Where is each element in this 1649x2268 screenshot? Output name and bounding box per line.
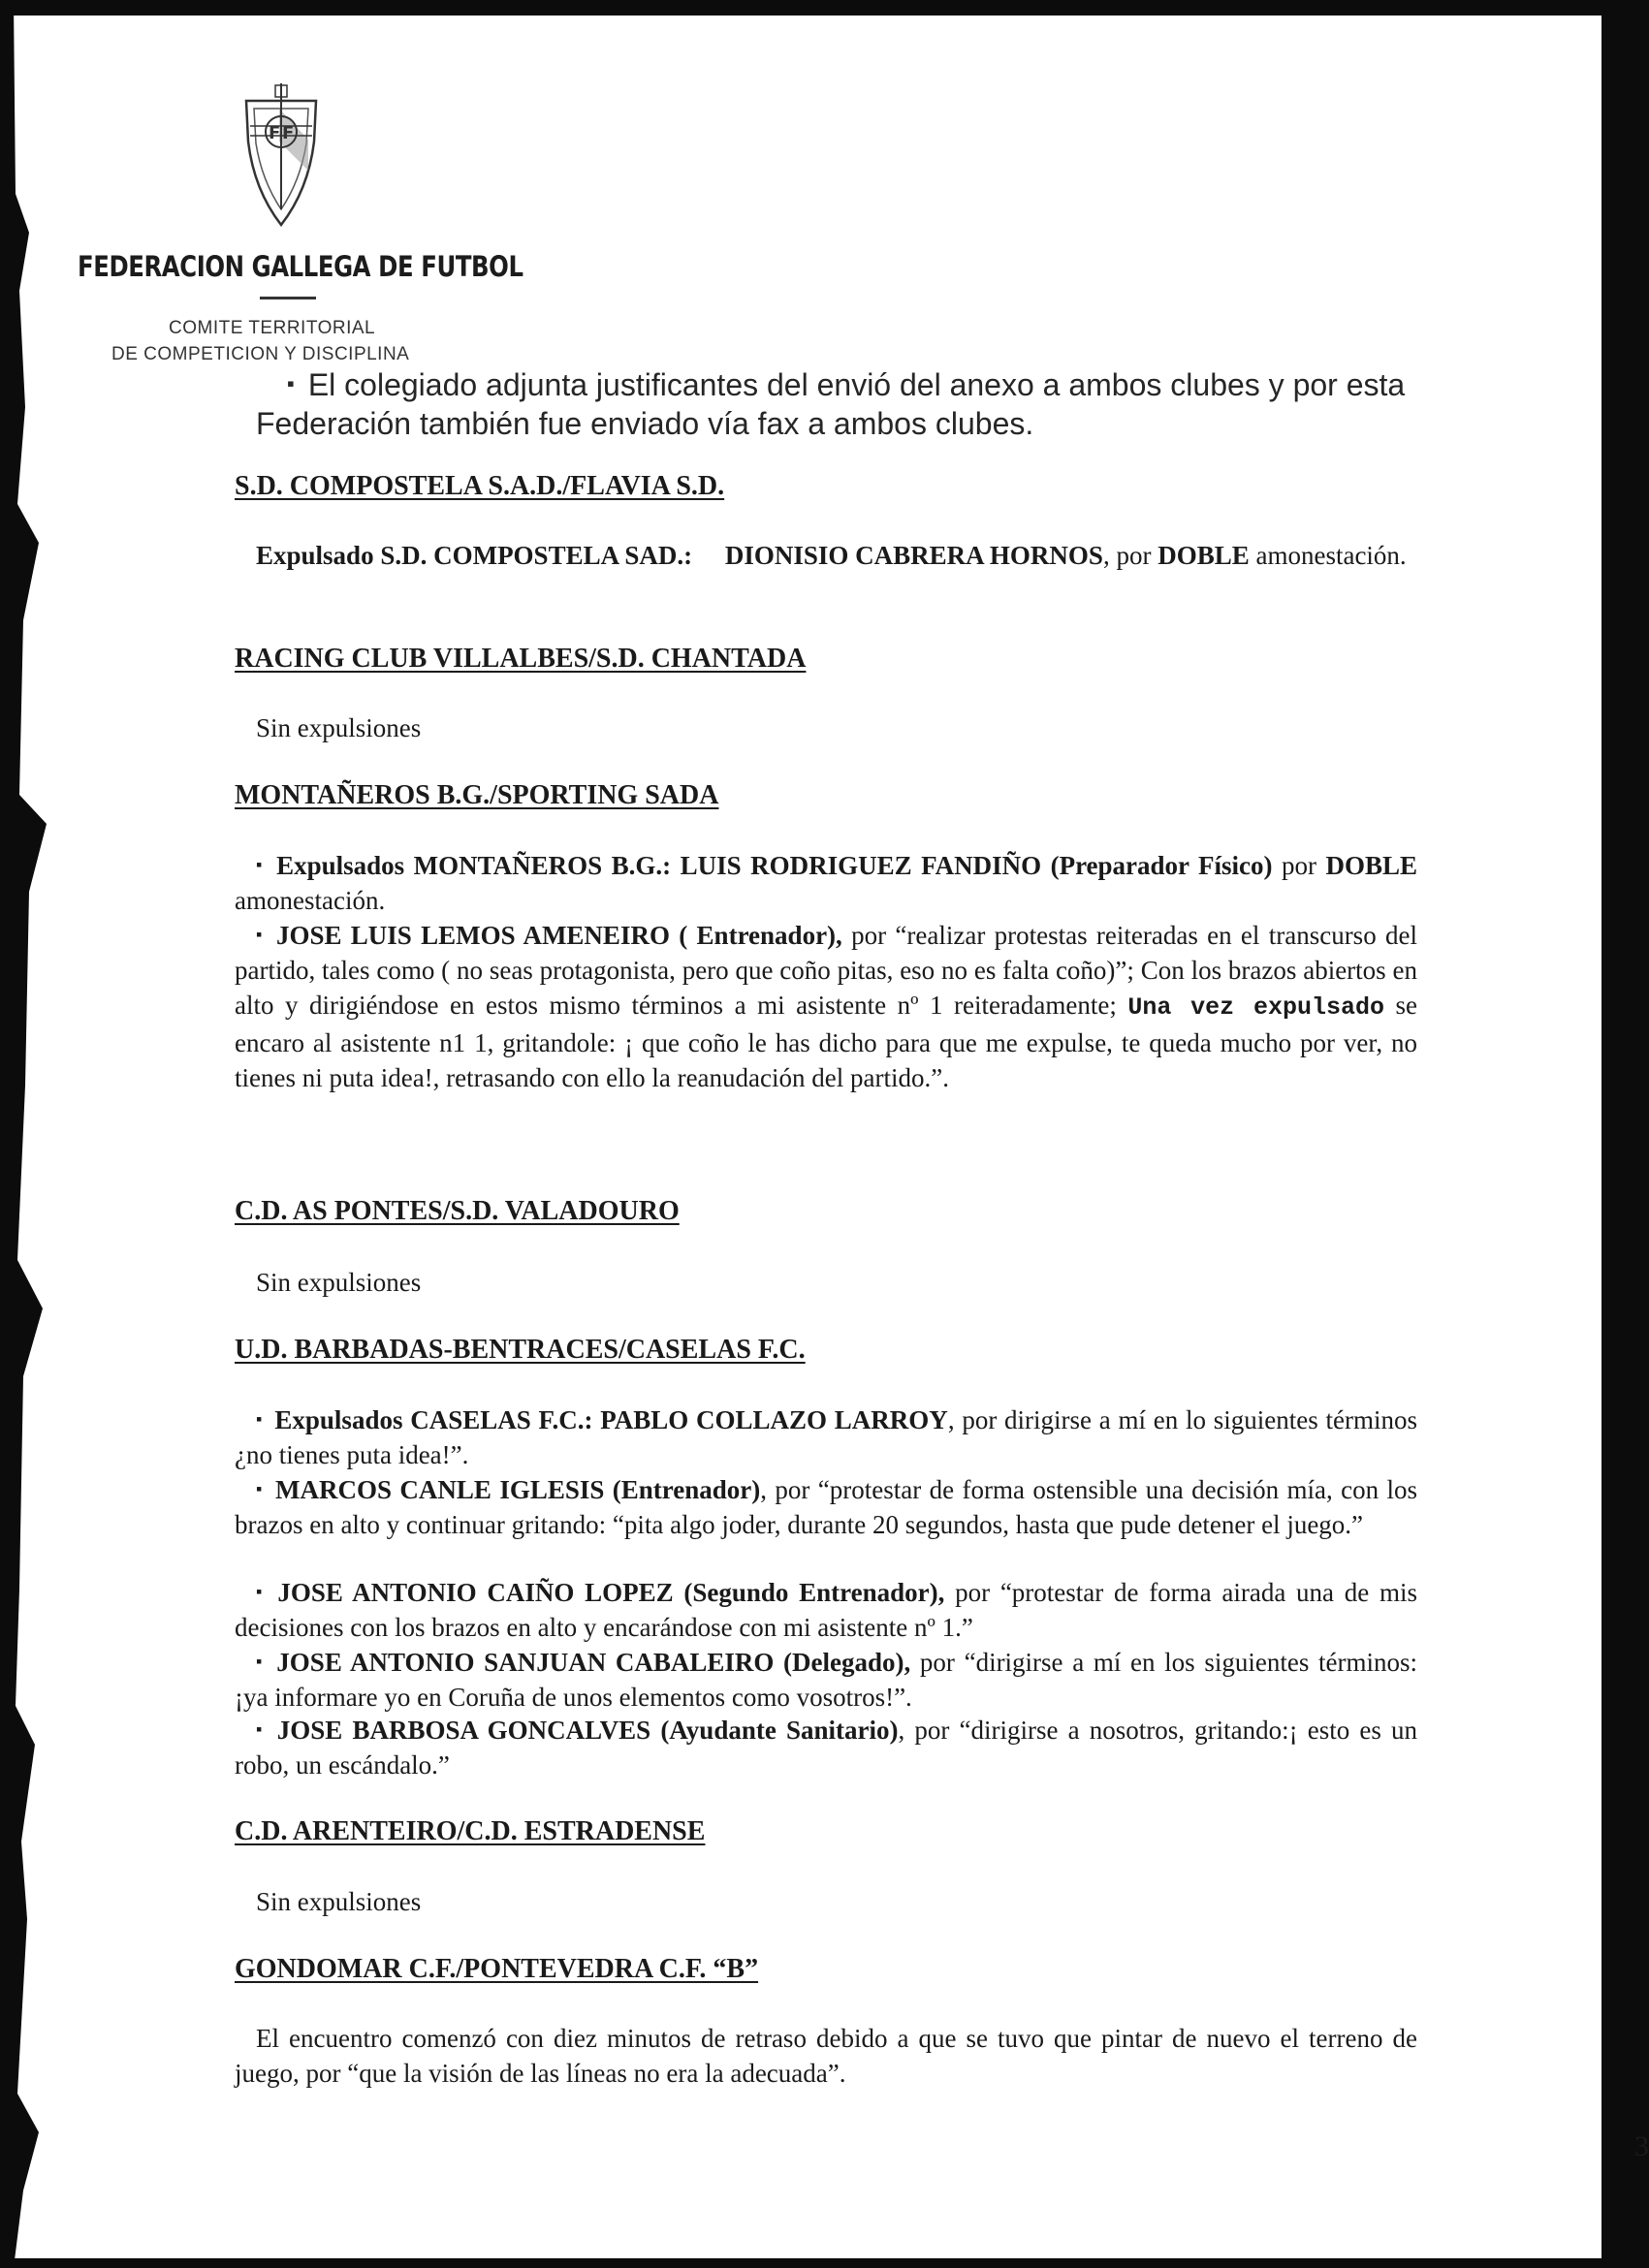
list-item bbox=[235, 1471, 1417, 1542]
list-item bbox=[235, 1644, 1417, 1715]
monospace-text: Una vez expulsado bbox=[1127, 993, 1384, 1022]
plain-text: amonestación. bbox=[1249, 541, 1407, 570]
svg-text:F: F bbox=[269, 123, 281, 143]
section-title: C.D. ARENTEIRO/C.D. ESTRADENSE bbox=[235, 1816, 706, 1846]
committee-line-1: COMITE TERRITORIAL bbox=[169, 318, 376, 338]
section-paragraph: Sin expulsiones bbox=[256, 713, 422, 742]
section-paragraph: El encuentro comenzó con diez minutos de retraso debido a que se tuvo que pintar de nuevo el terreno de juego, por “que la visión de las líneas no era la adecuada”. bbox=[235, 2024, 1417, 2088]
intro-text: El colegiado adjunta justificantes del envió del anexo a ambos clubes y por esta Federación también fue enviado vía fax a ambos clubes. bbox=[256, 367, 1406, 441]
federation-name: FEDERACION GALLEGA DE FUTBOL bbox=[78, 250, 523, 283]
intro-paragraph bbox=[256, 364, 1429, 443]
committee-line-2: DE COMPETICION Y DISCIPLINA bbox=[111, 344, 410, 364]
section-title: U.D. BARBADAS-BENTRACES/CASELAS F.C. bbox=[235, 1335, 806, 1365]
section-paragraph: Sin expulsiones bbox=[256, 1887, 422, 1916]
section-paragraph bbox=[235, 538, 1417, 573]
list-item bbox=[235, 1712, 1417, 1782]
bold-text: JOSE LUIS LEMOS AMENEIRO ( Entrenador), bbox=[275, 921, 842, 950]
plain-text: , por dirigirse a mí en lo siguientes términos ¿no tienes puta idea!”. bbox=[235, 1405, 1417, 1469]
section-title: MONTAÑEROS B.G./SPORTING SADA bbox=[235, 780, 719, 810]
list-item bbox=[235, 1574, 1417, 1645]
plain-text: por “dirigirse a mí en los siguientes términos: ¡ya informare yo en Coruña de unos elementos como vosotros!”. bbox=[235, 1648, 1417, 1712]
plain-text: , por bbox=[1102, 541, 1158, 570]
bold-text: JOSE ANTONIO CAIÑO LOPEZ (Segundo Entrenador), bbox=[277, 1578, 945, 1607]
section-title: C.D. AS PONTES/S.D. VALADOURO bbox=[235, 1196, 680, 1226]
list-item bbox=[235, 847, 1417, 918]
bold-text: Expulsados MONTAÑEROS B.G.: LUIS RODRIGUEZ FANDIÑO (Preparador Físico) bbox=[276, 851, 1273, 880]
svg-text:F: F bbox=[282, 123, 295, 143]
bold-text: MARCOS CANLE IGLESIS (Entrenador) bbox=[275, 1475, 761, 1504]
list-item bbox=[235, 1402, 1417, 1472]
bold-text: JOSE BARBOSA GONCALVES (Ayudante Sanitario) bbox=[276, 1716, 899, 1745]
plain-text: por bbox=[1272, 851, 1326, 880]
section-paragraph: Sin expulsiones bbox=[256, 1268, 422, 1297]
bold-text: Expulsado S.D. COMPOSTELA SAD.: bbox=[256, 541, 693, 570]
bold-text: DIONISIO CABRERA HORNOS bbox=[724, 541, 1103, 570]
bold-text: Expulsados CASELAS F.C.: PABLO COLLAZO LARROY bbox=[274, 1405, 948, 1434]
bullet-icon: ▪ bbox=[256, 1719, 266, 1739]
list-item bbox=[235, 917, 1417, 1095]
bullet-icon: ▪ bbox=[256, 1479, 265, 1498]
section-title: GONDOMAR C.F./PONTEVEDRA C.F. “B” bbox=[235, 1954, 759, 1984]
plain-text: por “protestar de forma airada una de mis decisiones con los brazos en alto y encarándose con mi asistente nº 1.” bbox=[235, 1578, 1417, 1642]
federation-crest-logo bbox=[240, 83, 322, 229]
plain-text: amonestación. bbox=[235, 886, 386, 915]
bold-text: DOBLE bbox=[1325, 851, 1417, 880]
bullet-icon: ▪ bbox=[256, 1652, 266, 1671]
section-title: S.D. COMPOSTELA S.A.D./FLAVIA S.D. bbox=[235, 471, 725, 501]
plain-text: , por “dirigirse a nosotros, gritando:¡ esto es un robo, un escándalo.” bbox=[235, 1716, 1417, 1780]
bullet-icon: ▪ bbox=[256, 925, 265, 944]
bullet-icon: ▪ bbox=[256, 1582, 267, 1601]
plain-text: por “realizar protestas reiteradas en el transcurso del partido, tales como ( no seas protagonista, pero que coño pitas, eso no es falta coño)”; Con los brazos abiertos en alto y dirigiéndose en estos mismo términos a mi asistente nº 1 reiteradamente; bbox=[235, 921, 1417, 1020]
page-number: 3 bbox=[1634, 2130, 1649, 2162]
header-divider bbox=[260, 297, 316, 299]
bullet-icon: ▪ bbox=[256, 855, 266, 874]
bold-text: DOBLE bbox=[1157, 541, 1250, 570]
bullet-icon: ▪ bbox=[256, 1409, 264, 1429]
plain-text: , por “protestar de forma ostensible una decisión mía, con los brazos en alto y continuar gritando: “pita algo joder, durante 20 segundos, hasta que pude detener el juego.” bbox=[235, 1475, 1417, 1539]
plain-text: se encaro al asistente n1 1, gritandole: ¡ que coño le has dicho para que me expulse, te queda mucho por ver, no tienes ni puta idea!, retrasando con ello la reanudación del partido.”. bbox=[235, 991, 1417, 1092]
section-title: RACING CLUB VILLALBES/S.D. CHANTADA bbox=[235, 644, 807, 674]
bold-text: JOSE ANTONIO SANJUAN CABALEIRO (Delegado), bbox=[276, 1648, 911, 1677]
bullet-icon: ▪ bbox=[287, 371, 295, 395]
torn-edge bbox=[0, 0, 58, 2268]
